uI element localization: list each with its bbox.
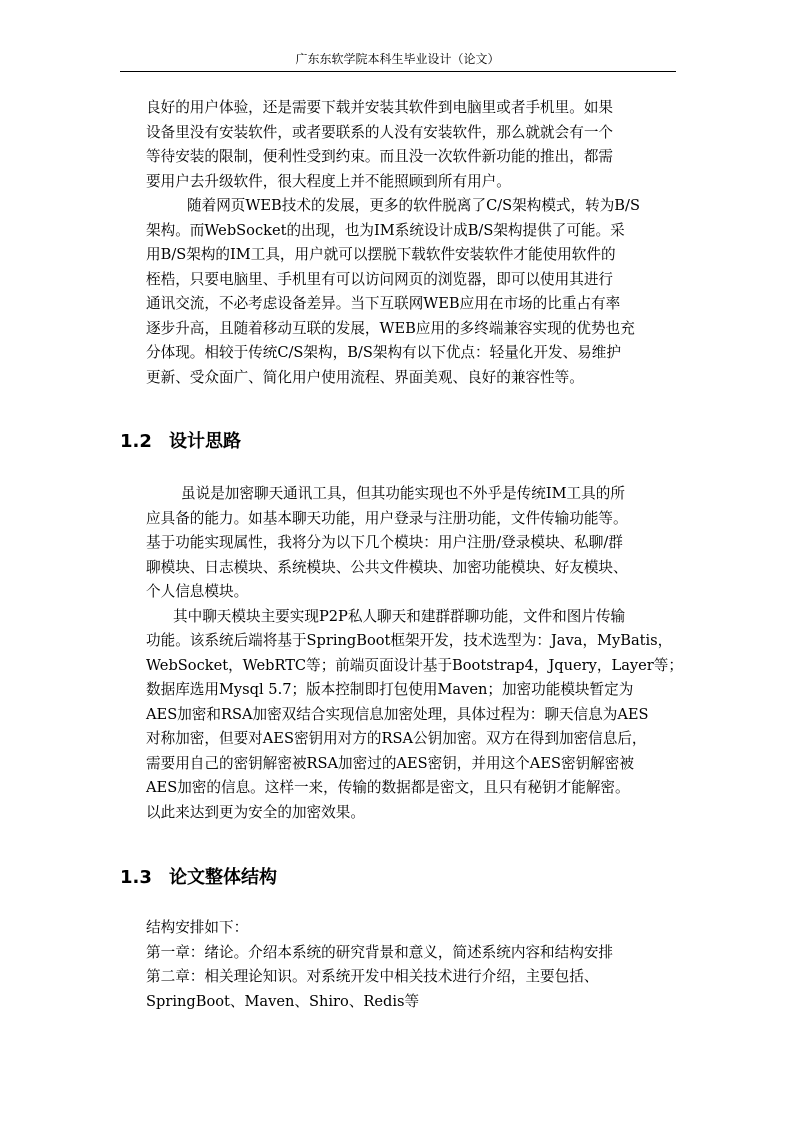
- header-rule: [120, 71, 676, 72]
- text-line: 等待安装的限制，便利性受到约束。而且没一次软件新功能的推出，都需: [146, 148, 614, 165]
- text-line: 用B/S架构的IM工具，用户就可以摆脱下载软件安装软件才能使用软件的: [146, 246, 616, 263]
- text-line: AES加密的信息。这样一来，传输的数据都是密文，且只有秘钥才能解密。: [146, 779, 630, 796]
- intro-paragraph-1: [146, 96, 686, 194]
- text-line: 逐步升高，且随着移动互联的发展，WEB应用的多终端兼容实现的优势也充: [146, 319, 635, 337]
- text-line: 分体现。相较于传统C/S架构，B/S架构有以下优点：轻量化开发、易维护: [146, 344, 621, 361]
- section-number: 1.3: [120, 867, 152, 888]
- text-line: WebSocket，WebRTC等；前端页面设计基于Bootstrap4，Jquery，Layer等；: [146, 656, 683, 674]
- text-line: 个人信息模块。: [146, 583, 249, 600]
- page-header: 广东东软学院本科生毕业设计（论文）: [295, 52, 500, 66]
- text-line: 要用户去升级软件，很大程度上并不能照顾到所有用户。: [146, 172, 511, 190]
- text-line: 更新、受众面广、简化用户使用流程、界面美观、良好的兼容性等。: [146, 368, 584, 386]
- text-line: 数据库选用Mysql 5.7；版本控制即打包使用Maven；加密功能模块暂定为: [146, 681, 634, 698]
- text-line: 桎梏，只要电脑里、手机里有可以访问网页的浏览器，即可以使用其进行: [146, 270, 614, 288]
- section-1-2-body: [146, 482, 686, 825]
- section-heading-1-2: [120, 430, 241, 454]
- text-line: 通讯交流，不必考虑设备差异。当下互联网WEB应用在市场的比重占有率: [146, 295, 621, 312]
- text-line: 第二章：相关理论知识。对系统开发中相关技术进行介绍，主要包括、: [146, 968, 599, 985]
- section-1-3-body: [146, 916, 686, 1014]
- text-line: 功能。该系统后端将基于SpringBoot框架开发，技术选型为：Java，MyBatis，: [146, 632, 673, 649]
- section-1-2-paragraph-2: [146, 605, 686, 826]
- text-line: 第一章：绪论。介绍本系统的研究背景和意义，简述系统内容和结构安排: [146, 943, 614, 961]
- text-line: 基于功能实现属性，我将分为以下几个模块：用户注册/登录模块、私聊/群: [146, 534, 623, 551]
- section-heading-1-3: [120, 866, 277, 890]
- intro-block: [146, 96, 686, 390]
- section-number: 1.2: [120, 431, 152, 452]
- text-line: 对称加密，但要对AES密钥用对方的RSA公钥加密。双方在得到加密信息后，: [146, 730, 647, 747]
- text-line: 聊模块、日志模块、系统模块、公共文件模块、加密功能模块、好友模块、: [146, 558, 628, 576]
- text-line: 虽说是加密聊天通讯工具，但其功能实现也不外乎是传统IM工具的所: [181, 485, 625, 502]
- section-1-2-paragraph-1: [146, 482, 686, 605]
- text-line: 其中聊天模块主要实现P2P私人聊天和建群群聊功能，文件和图片传输: [173, 607, 626, 625]
- text-line: 结构安排如下：: [146, 919, 249, 936]
- text-line: 随着网页WEB技术的发展，更多的软件脱离了C/S架构模式，转为B/S: [187, 197, 640, 214]
- structure-list: [146, 916, 686, 1014]
- section-title: 设计思路: [169, 431, 241, 452]
- text-line: 良好的用户体验，还是需要下载并安装其软件到电脑里或者手机里。如果: [146, 99, 614, 116]
- intro-paragraph-2: [146, 194, 686, 390]
- section-title: 论文整体结构: [169, 867, 277, 888]
- text-line: AES加密和RSA加密双结合实现信息加密处理，具体过程为：聊天信息为AES: [146, 705, 649, 723]
- text-line: 架构。而WebSocket的出现，也为IM系统设计成B/S架构提供了可能。采: [146, 221, 625, 239]
- text-line: 以此来达到更为安全的加密效果。: [146, 803, 365, 821]
- text-line: SpringBoot、Maven、Shiro、Redis等: [146, 992, 420, 1010]
- text-line: 应具备的能力。如基本聊天功能，用户登录与注册功能，文件传输功能等。: [146, 509, 628, 527]
- text-line: 需要用自己的密钥解密被RSA加密过的AES密钥，并用这个AES密钥解密被: [146, 754, 634, 772]
- text-line: 设备里没有安装软件，或者要联系的人没有安装软件，那么就就会有一个: [146, 123, 614, 141]
